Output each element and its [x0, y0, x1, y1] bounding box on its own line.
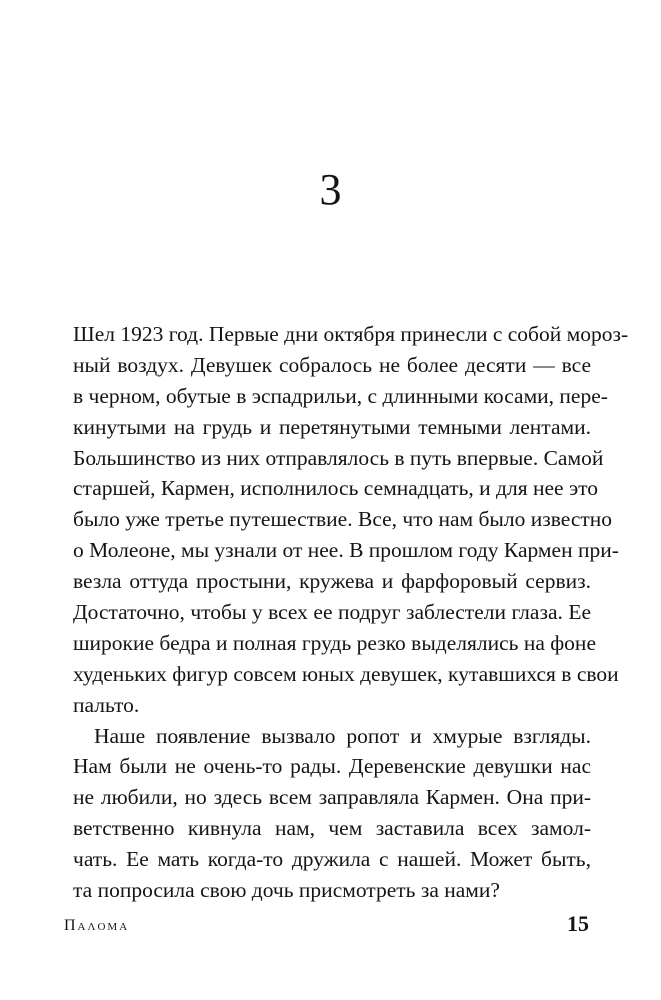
text-line: Нам были не очень-то рады. Деревенские девушки нас — [73, 754, 591, 779]
text-line: Шел 1923 год. Первые дни октября принесли с собой мороз- — [73, 322, 629, 346]
text-line: ветственно кивнула нам, чем заставила всех замол- — [73, 816, 591, 841]
text-line: та попросила свою дочь присмотреть за нами? — [73, 878, 500, 903]
text-line: о Молеоне, мы узнали от нее. В прошлом году Кармен при- — [73, 538, 619, 563]
text-line: везла оттуда простыни, кружева и фарфоровый сервиз. — [73, 569, 591, 594]
paragraph-2 — [73, 721, 591, 906]
text-line: старшей, Кармен, исполнилось семнадцать, и для нее это — [73, 476, 599, 501]
text-line: не любили, но здесь всем заправляла Кармен. Она при- — [73, 785, 591, 810]
text-line: пальто. — [73, 692, 140, 717]
page-number: 15 — [567, 911, 589, 936]
chapter-number: 3 — [319, 165, 342, 214]
text-line: Большинство из них отправлялось в путь впервые. Самой — [73, 445, 604, 470]
text-line: Достаточно, чтобы у всех ее подруг заблестели глаза. Ее — [73, 600, 591, 625]
text-line: в черном, обутые в эспадрильи, с длинными косами, пере- — [73, 383, 608, 408]
text-line: кинутыми на грудь и перетянутыми темными лентами. — [73, 414, 591, 439]
text-line: было уже третье путешествие. Все, что нам было известно — [73, 507, 613, 532]
text-line: Наше появление вызвало ропот и хмурые взгляды. — [94, 723, 591, 748]
paragraph-1 — [73, 319, 629, 721]
text-line: худеньких фигур совсем юных девушек, кутавшихся в свои — [73, 661, 619, 686]
text-line: чать. Ее мать когда-то дружила с нашей. Может быть, — [73, 847, 591, 872]
body-text — [73, 319, 629, 906]
text-line: широкие бедра и полная грудь резко выделялись на фоне — [73, 630, 596, 655]
running-title: Паλома — [64, 917, 130, 934]
text-line: ный воздух. Девушек собралось не более десяти — все — [73, 352, 591, 377]
